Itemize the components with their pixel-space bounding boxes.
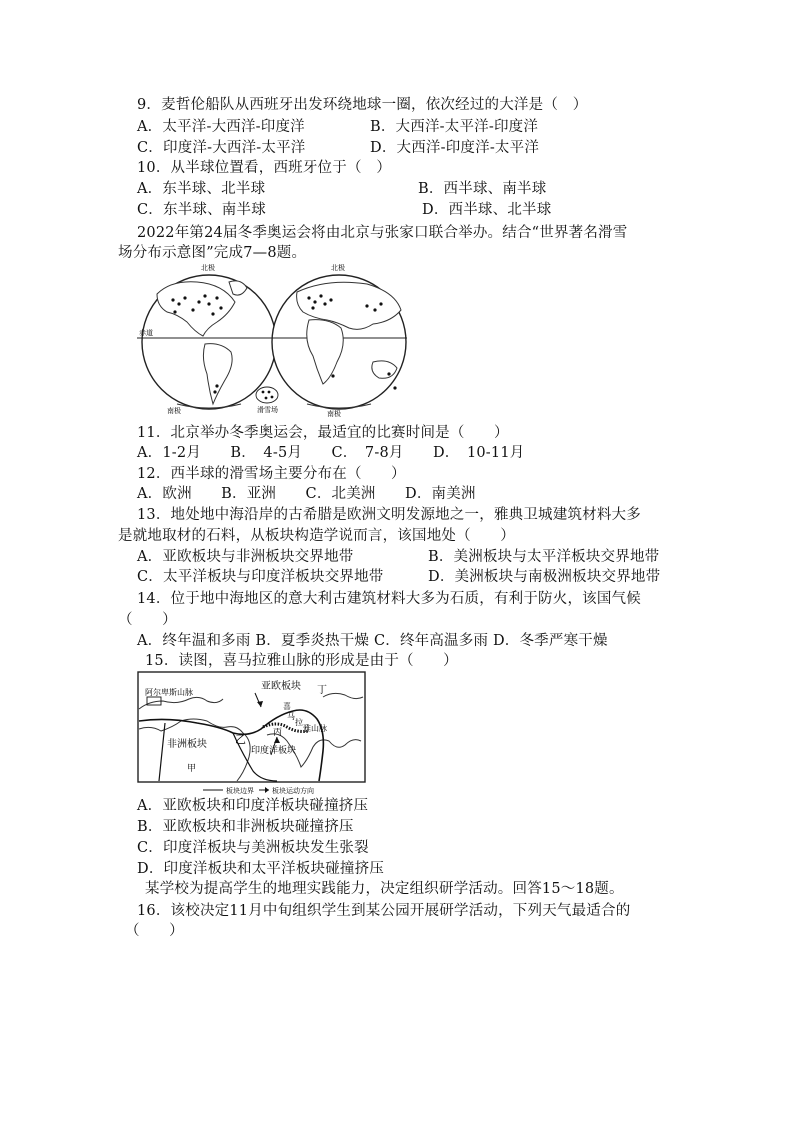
ski-resort-legend <box>256 387 278 414</box>
map1-equator-label: 赤道 <box>139 329 153 337</box>
q10-option-b: B．西半球、南半球 <box>418 181 547 197</box>
map2-himalaya-d: 雅山脉 <box>303 724 327 733</box>
q15-option-b: B．亚欧板块和非洲板块碰撞挤压 <box>137 819 354 835</box>
map2-himalaya-b: 马 <box>287 712 295 721</box>
q12-options: A．欧洲 B．亚洲 C．北美洲 D．南美洲 <box>137 486 476 502</box>
q10-option-c: C．东半球、南半球 <box>137 202 266 218</box>
map2-africa-label: 非洲板块 <box>167 739 207 750</box>
map2-himalaya-a: 喜 <box>283 702 291 711</box>
q10-stem: 10．从半球位置看，西班牙位于（ ） <box>137 160 392 176</box>
q14-options: A．终年温和多雨 B．夏季炎热干燥 C．终年高温多雨 D．冬季严寒干燥 <box>137 633 608 649</box>
map2-yi-label: 乙 <box>235 733 246 746</box>
map2-himalaya-c: 拉 <box>295 718 303 727</box>
q13-stem-line1: 13．地处地中海沿岸的古希腊是欧洲文明发源地之一，雅典卫城建筑材料大多 <box>137 507 641 523</box>
map2-ding-label: 丁 <box>317 685 327 696</box>
map1-south-right-label: 南极 <box>327 410 341 418</box>
q9-option-b: B．大西洋-太平洋-印度洋 <box>370 119 539 135</box>
q13-option-a: A．亚欧板块与非洲板块交界地带 <box>137 549 354 565</box>
map1-north-right-label: 北极 <box>331 264 345 272</box>
q15-option-c: C．印度洋板块与美洲板块发生张裂 <box>137 840 369 856</box>
q13-stem-line2: 是就地取材的石料，从板块构造学说而言，该国地处（ ） <box>118 528 515 544</box>
map2-legend-motion: 板块运动方向 <box>272 787 314 795</box>
map1-south-left-label: 南极 <box>167 407 181 415</box>
map2-eurasia-label: 亚欧板块 <box>261 681 301 692</box>
q11-options: A．1-2月 B． 4-5月 C． 7-8月 D． 10-11月 <box>137 445 525 461</box>
intro-field-trip: 某学校为提高学生的地理实践能力，决定组织研学活动。回答15～18题。 <box>145 881 624 897</box>
q10-option-a: A．东半球、北半球 <box>137 181 266 197</box>
map2-alps-label: 阿尔卑斯山脉 <box>145 688 193 697</box>
intro-olympics-line1: 2022年第24届冬季奥运会将由北京与张家口联合举办。结合“世界著名滑雪 <box>137 225 628 241</box>
q13-option-d: D．美洲板块与南极洲板块交界地带 <box>428 569 661 585</box>
ski-resort-world-map <box>137 262 413 420</box>
q13-option-b: B．美洲板块与太平洋板块交界地带 <box>428 549 660 565</box>
map1-legend-label: 滑雪场 <box>257 406 278 414</box>
q14-stem-line2: （ ） <box>118 612 177 628</box>
q9-stem: 9．麦哲伦船队从西班牙出发环绕地球一圈，依次经过的大洋是（ ） <box>137 97 588 113</box>
q10-option-d: D．西半球、北半球 <box>422 202 552 218</box>
map2-jia-label: 甲 <box>187 764 197 774</box>
q13-option-c: C．太平洋板块与印度洋板块交界地带 <box>137 569 384 585</box>
q15-option-d: D．印度洋板块和太平洋板块碰撞挤压 <box>137 861 385 877</box>
q9-option-c: C．印度洋-大西洋-太平洋 <box>137 140 306 156</box>
q16-stem-line2: （ ） <box>125 923 184 939</box>
map2-legend-boundary: 板块边界 <box>226 787 254 795</box>
map2-india-label: 印度洋板块 <box>251 746 297 756</box>
q15-stem: 15．读图，喜马拉雅山脉的形成是由于（ ） <box>145 653 458 669</box>
q16-stem-line1: 16．该校决定11月中旬组织学生到某公园开展研学活动，下列天气最适合的 <box>137 903 631 919</box>
q14-stem-line1: 14．位于地中海地区的意大利古建筑材料大多为石质，有利于防火，该国气候 <box>137 591 641 607</box>
plate-tectonics-map <box>137 671 367 796</box>
intro-olympics-line2: 场分布示意图”完成7—8题。 <box>118 245 307 261</box>
q11-stem: 11．北京举办冬季奥运会，最适宜的比赛时间是（ ） <box>137 425 509 441</box>
map2-bing-label: 丙 <box>273 728 283 738</box>
q12-stem: 12．西半球的滑雪场主要分布在（ ） <box>137 466 406 482</box>
map1-north-left-label: 北极 <box>201 264 215 272</box>
q15-option-a: A．亚欧板块和印度洋板块碰撞挤压 <box>137 798 369 814</box>
q9-option-d: D．大西洋-印度洋-太平洋 <box>370 140 540 156</box>
q9-option-a: A．太平洋-大西洋-印度洋 <box>137 119 305 135</box>
